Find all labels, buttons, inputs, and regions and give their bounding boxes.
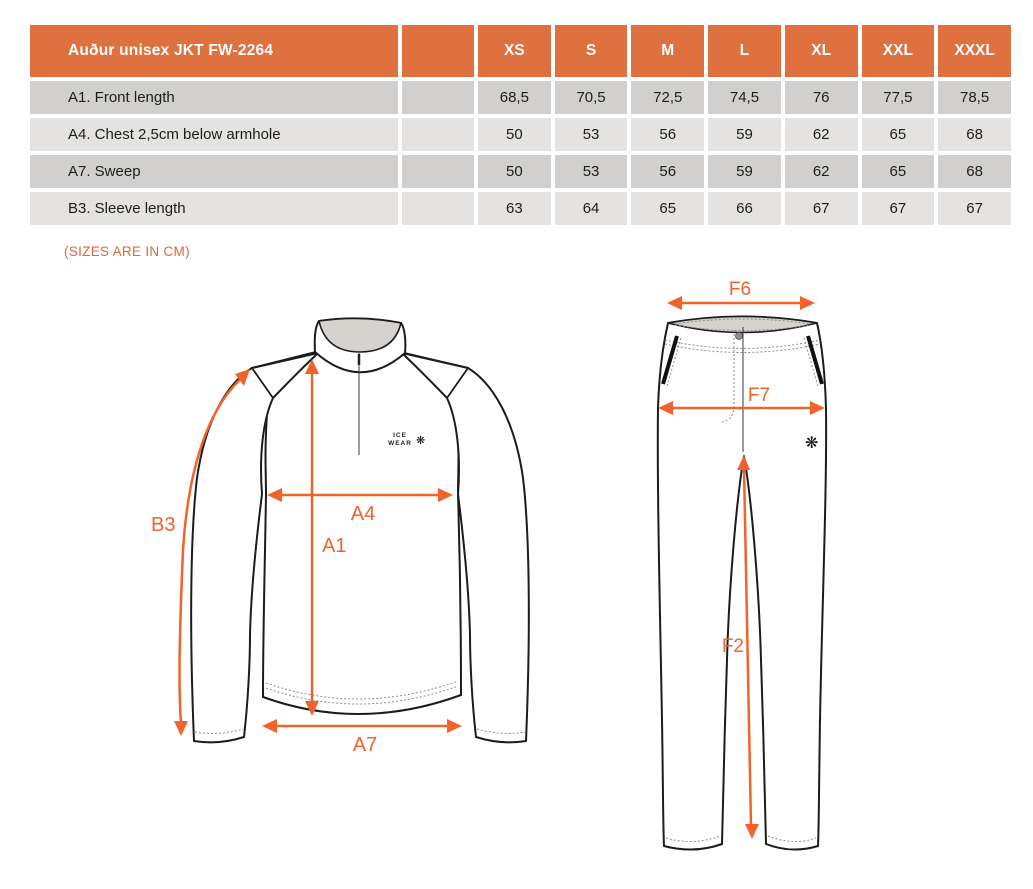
size-header-xl: XL xyxy=(785,25,858,77)
measure-label-f2: F2 xyxy=(721,636,744,657)
header-blank-cell xyxy=(402,25,474,77)
measure-label-a4: A4 xyxy=(350,503,376,525)
measure-label-a1: A1 xyxy=(322,535,347,557)
icewear-logo-text: WEAR xyxy=(388,440,412,447)
value-cell: 63 xyxy=(478,192,551,225)
table-title: Auður unisex JKT FW-2264 xyxy=(30,25,398,77)
blank-cell xyxy=(402,155,474,188)
measurement-label: A4. Chest 2,5cm below armhole xyxy=(30,118,398,151)
table-row-front-length xyxy=(30,81,1011,114)
value-cell: 59 xyxy=(708,118,781,151)
pants-body xyxy=(658,317,826,850)
measure-label-f6: F6 xyxy=(728,280,752,300)
measure-label-a7: A7 xyxy=(352,734,378,756)
measurement-label: A7. Sweep xyxy=(30,155,398,188)
arrowhead xyxy=(447,719,462,733)
value-cell: 59 xyxy=(708,155,781,188)
measurement-label: B3. Sleeve length xyxy=(30,192,398,225)
value-cell: 53 xyxy=(555,118,628,151)
value-cell: 72,5 xyxy=(631,81,704,114)
table-row-chest xyxy=(30,118,1011,151)
table-row-sweep xyxy=(30,155,1011,188)
jacket-body xyxy=(252,352,468,714)
value-cell: 64 xyxy=(555,192,628,225)
size-header-s: S xyxy=(555,25,628,77)
arrowhead xyxy=(174,721,188,736)
icewear-logo-text: ICE xyxy=(393,432,407,439)
value-cell: 77,5 xyxy=(862,81,935,114)
value-cell: 50 xyxy=(478,118,551,151)
arrowhead xyxy=(667,296,682,310)
value-cell: 68 xyxy=(938,118,1011,151)
measure-label-f7: F7 xyxy=(747,385,771,406)
waist-button xyxy=(736,333,743,340)
size-header-xxl: XXL xyxy=(862,25,935,77)
pants-diagram xyxy=(630,280,845,870)
value-cell: 66 xyxy=(708,192,781,225)
value-cell: 56 xyxy=(631,118,704,151)
table-row-sleeve-length xyxy=(30,192,1011,225)
value-cell: 68 xyxy=(938,155,1011,188)
size-header-xxxl: XXXL xyxy=(938,25,1011,77)
value-cell: 67 xyxy=(785,192,858,225)
measurement-label: A1. Front length xyxy=(30,81,398,114)
value-cell: 50 xyxy=(478,155,551,188)
size-header-l: L xyxy=(708,25,781,77)
value-cell: 53 xyxy=(555,155,628,188)
table-header-row xyxy=(30,25,1011,77)
size-table xyxy=(26,21,1015,229)
arrowhead xyxy=(745,824,759,839)
arrowhead xyxy=(262,719,277,733)
measure-arrow-f2 xyxy=(744,468,751,826)
value-cell: 65 xyxy=(862,155,935,188)
value-cell: 70,5 xyxy=(555,81,628,114)
value-cell: 62 xyxy=(785,118,858,151)
value-cell: 68,5 xyxy=(478,81,551,114)
blank-cell xyxy=(402,81,474,114)
value-cell: 67 xyxy=(938,192,1011,225)
value-cell: 65 xyxy=(631,192,704,225)
size-header-m: M xyxy=(631,25,704,77)
value-cell: 65 xyxy=(862,118,935,151)
value-cell: 56 xyxy=(631,155,704,188)
blank-cell xyxy=(402,118,474,151)
sizes-in-cm-note: (SIZES ARE IN CM) xyxy=(64,244,190,259)
value-cell: 62 xyxy=(785,155,858,188)
value-cell: 76 xyxy=(785,81,858,114)
snowflake-icon: ❋ xyxy=(805,433,819,452)
size-header-xs: XS xyxy=(478,25,551,77)
snowflake-icon: ❋ xyxy=(416,434,426,447)
value-cell: 67 xyxy=(862,192,935,225)
value-cell: 78,5 xyxy=(938,81,1011,114)
arrowhead xyxy=(800,296,815,310)
measure-label-b3: B3 xyxy=(151,514,176,536)
value-cell: 74,5 xyxy=(708,81,781,114)
blank-cell xyxy=(402,192,474,225)
jacket-diagram xyxy=(148,290,568,768)
